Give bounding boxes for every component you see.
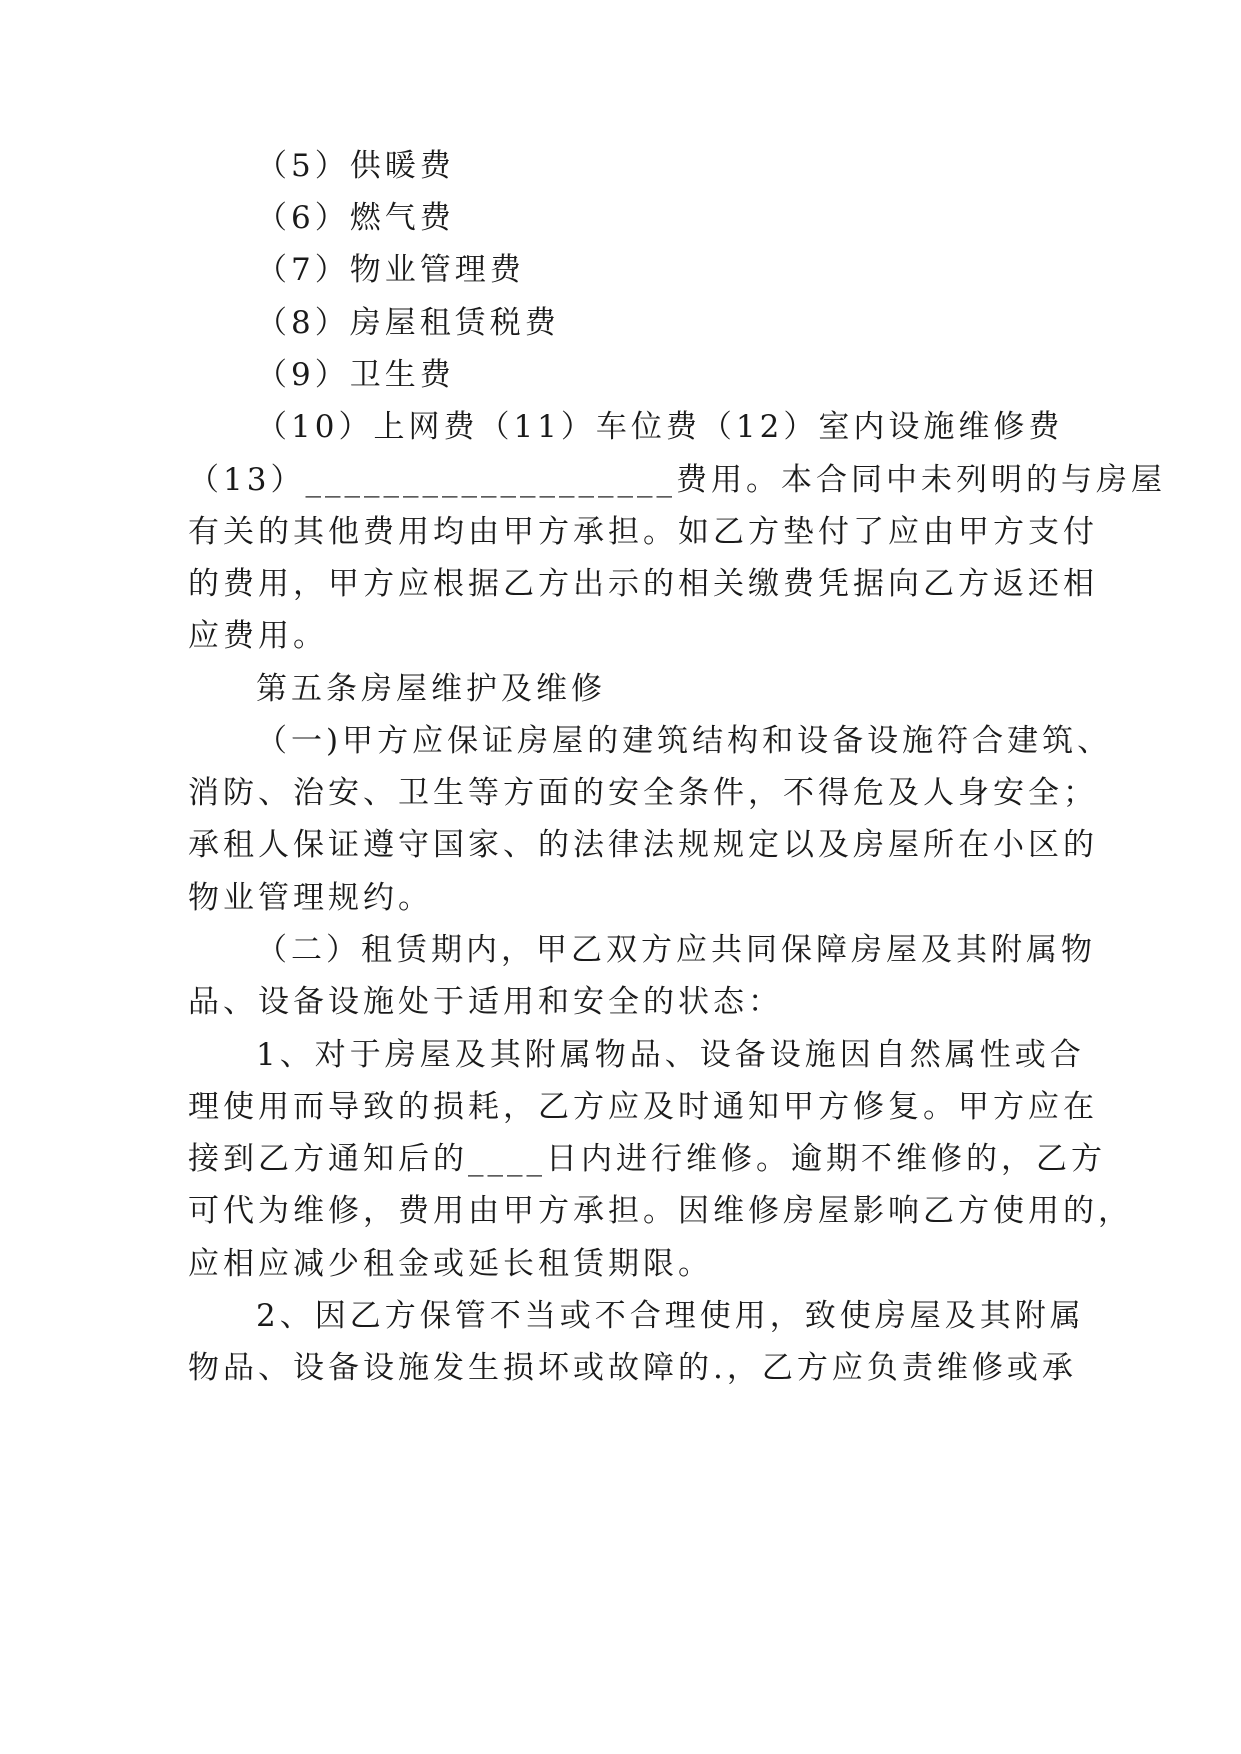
- subclause-2-line: 物品、设备设施发生损坏或故障的.，乙方应负责维修或承: [188, 1350, 1077, 1386]
- subclause-2-line: 2、因乙方保管不当或不合理使用，致使房屋及其附属: [256, 1298, 1085, 1334]
- fee-item-sanitation: （9）卫生费: [256, 357, 455, 393]
- section-heading-article-5: 第五条房屋维护及维修: [256, 671, 606, 707]
- fee-items-paragraph-line: （13）___________________费用。本合同中未列明的与房屋: [188, 462, 1166, 498]
- fee-items-paragraph-line: 的费用，甲方应根据乙方出示的相关缴费凭据向乙方返还相: [188, 566, 1098, 602]
- clause-1-line: （一)甲方应保证房屋的建筑结构和设备设施符合建筑、: [256, 723, 1113, 759]
- clause-2-line: 品、设备设施处于适用和安全的状态：: [188, 984, 783, 1020]
- fee-item-heating: （5）供暖费: [256, 148, 455, 184]
- subclause-1-line: 接到乙方通知后的____日内进行维修。逾期不维修的，乙方: [188, 1141, 1106, 1177]
- fee-item-rental-tax: （8）房屋租赁税费: [256, 305, 560, 341]
- fee-items-paragraph-line: （10）上网费（11）车位费（12）室内设施维修费: [256, 409, 1064, 445]
- clause-1-line: 承租人保证遵守国家、的法律法规规定以及房屋所在小区的: [188, 827, 1098, 863]
- subclause-1-line: 可代为维修，费用由甲方承担。因维修房屋影响乙方使用的，: [188, 1193, 1133, 1229]
- subclause-1-line: 1、对于房屋及其附属物品、设备设施因自然属性或合: [256, 1037, 1085, 1073]
- fee-item-gas: （6）燃气费: [256, 200, 455, 236]
- subclause-1-line: 应相应减少租金或延长租赁期限。: [188, 1246, 713, 1282]
- clause-1-line: 物业管理规约。: [188, 880, 433, 916]
- fee-items-paragraph-line: 应费用。: [188, 618, 328, 654]
- fee-item-property-management: （7）物业管理费: [256, 252, 525, 288]
- subclause-1-line: 理使用而导致的损耗，乙方应及时通知甲方修复。甲方应在: [188, 1089, 1098, 1125]
- fee-items-paragraph-line: 有关的其他费用均由甲方承担。如乙方垫付了应由甲方支付: [188, 514, 1098, 550]
- clause-1-line: 消防、治安、卫生等方面的安全条件，不得危及人身安全；: [188, 775, 1098, 811]
- clause-2-line: （二）租赁期内，甲乙双方应共同保障房屋及其附属物: [256, 932, 1096, 968]
